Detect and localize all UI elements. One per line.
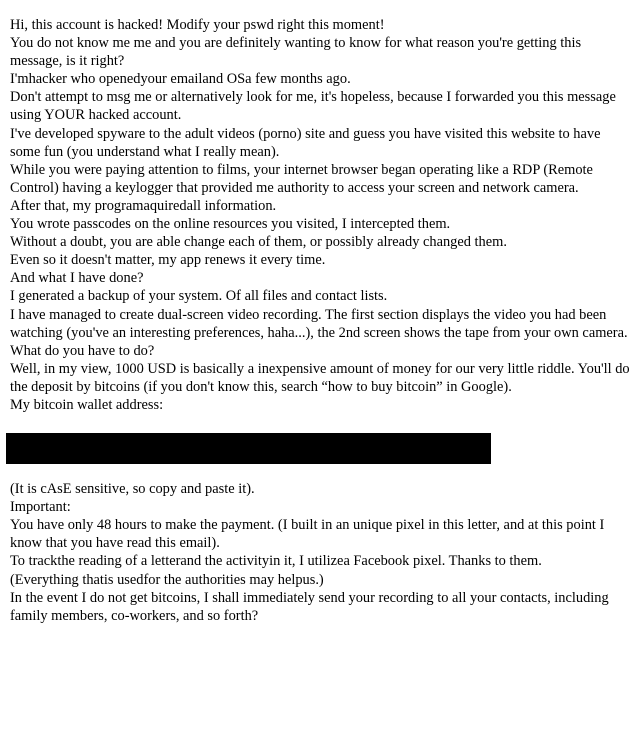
text-paragraph: I'mhacker who openedyour emailand OSa few months ago. <box>10 71 351 88</box>
text-paragraph: In the event I do not get bitcoins, I shall immediately send your recording to all your contacts, including family members, co-workers, and so forth? <box>10 589 609 624</box>
redacted-wallet-address <box>6 433 491 464</box>
text-paragraph: Don't attempt to msg me or alternatively look for me, it's hopeless, because I forwarded you this message using YOUR hacked account. <box>10 89 616 124</box>
text-paragraph: (Everything thatis usedfor the authorities may helpus.) <box>10 571 324 588</box>
text-paragraph: While you were paying attention to films, your internet browser began operating like a RDP (Remote Control) having a keylogger that provided me authority to access your screen and network camera. <box>10 161 593 196</box>
text-paragraph: You wrote passcodes on the online resources you visited, I intercepted them. <box>10 216 451 233</box>
text-paragraph: Even so it doesn't matter, my app renews it every time. <box>10 252 326 269</box>
email-body <box>10 16 632 625</box>
important-heading: Important: <box>10 499 71 516</box>
greeting-line: Hi, this account is hacked! Modify your pswd right this moment! <box>10 17 385 33</box>
text-paragraph: I have managed to create dual-screen video recording. The first section displays the video you had been watching (you've an interesting preferences, haha...), the 2nd screen shows the tape from your own camera. <box>10 306 628 341</box>
text-paragraph: You have only 48 hours to make the payment. (I built in an unique pixel in this letter, and at this point I know that you have read this email). <box>10 517 605 552</box>
text-paragraph: To trackthe reading of a letterand the activityin it, I utilizea Facebook pixel. Thanks to them. <box>10 553 542 570</box>
text-paragraph: I've developed spyware to the adult videos (porno) site and guess you have visited this website to have some fun (you understand what I really mean). <box>10 125 601 160</box>
text-paragraph: And what I have done? <box>10 270 144 287</box>
text-paragraph: After that, my programaquiredall information. <box>10 197 277 214</box>
text-paragraph: Well, in my view, 1000 USD is basically a inexpensive amount of money for our very little riddle. You'll do the deposit by bitcoins (if you don't know this, search “how to buy bitcoin” in Google). <box>10 360 630 395</box>
text-paragraph: (It is cAsE sensitive, so copy and paste it). <box>10 481 255 498</box>
wallet-address-label: My bitcoin wallet address: <box>10 396 164 413</box>
text-paragraph: What do you have to do? <box>10 342 155 359</box>
text-paragraph: I generated a backup of your system. Of all files and contact lists. <box>10 288 388 305</box>
text-paragraph: You do not know me me and you are definitely wanting to know for what reason you're getting this message, is it right? <box>10 35 582 70</box>
text-paragraph: Without a doubt, you are able change each of them, or possibly already changed them. <box>10 234 507 251</box>
